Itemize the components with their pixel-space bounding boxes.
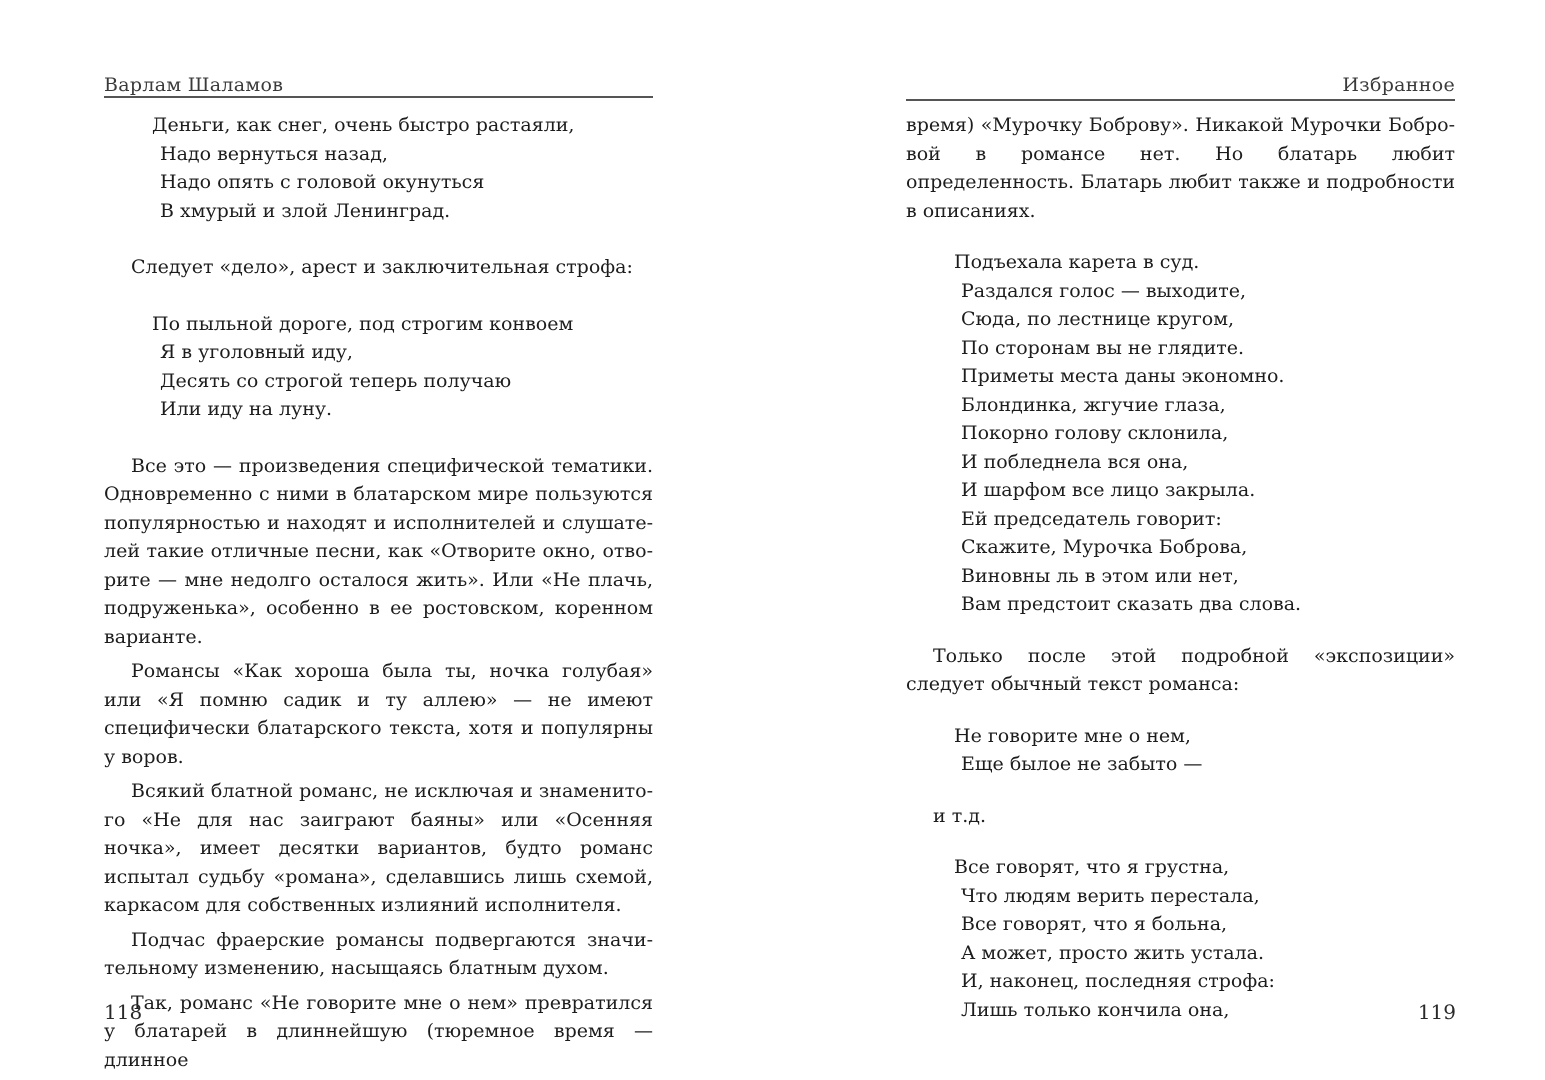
running-header-author: Варлам Шаламов xyxy=(104,74,284,96)
left-page xyxy=(0,0,772,1080)
verse-line: Ей председатель говорит: xyxy=(961,507,1222,530)
verse-line: Вам предстоит сказать два слова. xyxy=(961,593,1302,615)
verse-line: Деньги, как снег, очень быстро растаяли, xyxy=(152,114,575,136)
verse-line: И шарфом все лицо закрыла. xyxy=(961,479,1256,501)
paragraph: Так, романс «Не говорите мне о нем» превратился у блатарей в длиннейшую (тюремное время — длинное xyxy=(104,991,653,1071)
right-page-body xyxy=(906,111,1455,1024)
verse-line: Надо вернуться назад, xyxy=(160,142,388,165)
verse-line: Покорно голову склонила, xyxy=(961,422,1229,444)
left-page-body xyxy=(104,111,653,1074)
etc-note: и т.д. xyxy=(933,804,986,827)
verse-line: Блондинка, жгучие глаза, xyxy=(961,393,1226,416)
verse-line: В хмурый и злой Ленинград. xyxy=(160,199,451,222)
paragraph: Подчас фраерские романсы подвергаются значительному изменению, насыщаясь блатным духом. xyxy=(104,928,653,979)
header-rule xyxy=(906,99,1455,101)
verse-block xyxy=(104,111,653,225)
paragraph: Только после этой подробной «экспозиции» следует обычный текст романса: xyxy=(906,644,1455,695)
verse-line: По пыльной дороге, под строгим конвоем xyxy=(152,312,574,335)
verse-block xyxy=(906,248,1455,619)
verse-line: Сюда, по лестнице кругом, xyxy=(961,308,1235,330)
verse-line: И побледнела вся она, xyxy=(961,450,1189,473)
verse-line: Или иду на луну. xyxy=(160,398,333,420)
verse-block xyxy=(906,722,1455,779)
verse-line: А может, просто жить устала. xyxy=(961,941,1264,964)
verse-line: И, наконец, последняя строфа: xyxy=(961,970,1275,992)
paragraph: Следует «дело», арест и заключительная строфа: xyxy=(131,256,633,278)
verse-line: Десять со строгой теперь получаю xyxy=(160,369,512,392)
verse-line: Надо опять с головой окунуться xyxy=(160,171,485,193)
verse-line: Я в уголовный иду, xyxy=(160,341,353,363)
header-rule xyxy=(104,96,653,98)
verse-line: Все говорят, что я грустна, xyxy=(954,856,1230,878)
verse-line: По сторонам вы не глядите. xyxy=(961,336,1245,359)
verse-line: Скажите, Мурочка Боброва, xyxy=(961,536,1248,558)
verse-line: Что людям верить перестала, xyxy=(961,884,1260,907)
verse-block xyxy=(104,310,653,424)
verse-line: Подъехала карета в суд. xyxy=(954,251,1200,273)
verse-line: Все говорят, что я больна, xyxy=(961,913,1228,935)
verse-block xyxy=(906,853,1455,1024)
paragraph: время) «Мурочку Боброву». Никакой Мурочки Бобровой в романсе нет. Но блатарь любит определенность. Блатарь любит также и подробности в описаниях. xyxy=(906,114,1455,222)
verse-line: Раздался голос — выходите, xyxy=(961,279,1246,302)
running-header-title: Избранное xyxy=(1342,74,1455,96)
verse-line: Еще былое не забыто — xyxy=(961,753,1203,775)
paragraph: Все это — произведения специфической тематики. Одновременно с ними в блатарском мире пользуются популярностью и находят и исполнителей и слушателей такие отличные песни, как «Отворите окно, отворите — мне недолго осталося жить». Или «Не плачь, подруженька», особенно в ее ростовском, коренном варианте. xyxy=(104,454,653,648)
page-number: 119 xyxy=(1417,1000,1456,1024)
verse-line: Не говорите мне о нем, xyxy=(954,724,1191,747)
page-number: 118 xyxy=(104,1000,143,1024)
paragraph: Всякий блатной романс, не исключая и знаменитого «Не для нас заиграют баяны» или «Осенняя ночка», имеет десятки вариантов, будто романс испытал судьбу «романа», сделавшись лишь схемой, каркасом для собственных излияний исполнителя. xyxy=(104,780,653,916)
verse-line: Лишь только кончила она, xyxy=(961,998,1230,1021)
right-page xyxy=(772,0,1545,1080)
verse-line: Виновны ль в этом или нет, xyxy=(961,564,1239,587)
verse-line: Приметы места даны экономно. xyxy=(961,365,1285,387)
paragraph: Романсы «Как хороша была ты, ночка голубая» или «Я помню садик и ту аллею» — не имеют специфически блатарского текста, хотя и популярны у воров. xyxy=(104,660,653,768)
